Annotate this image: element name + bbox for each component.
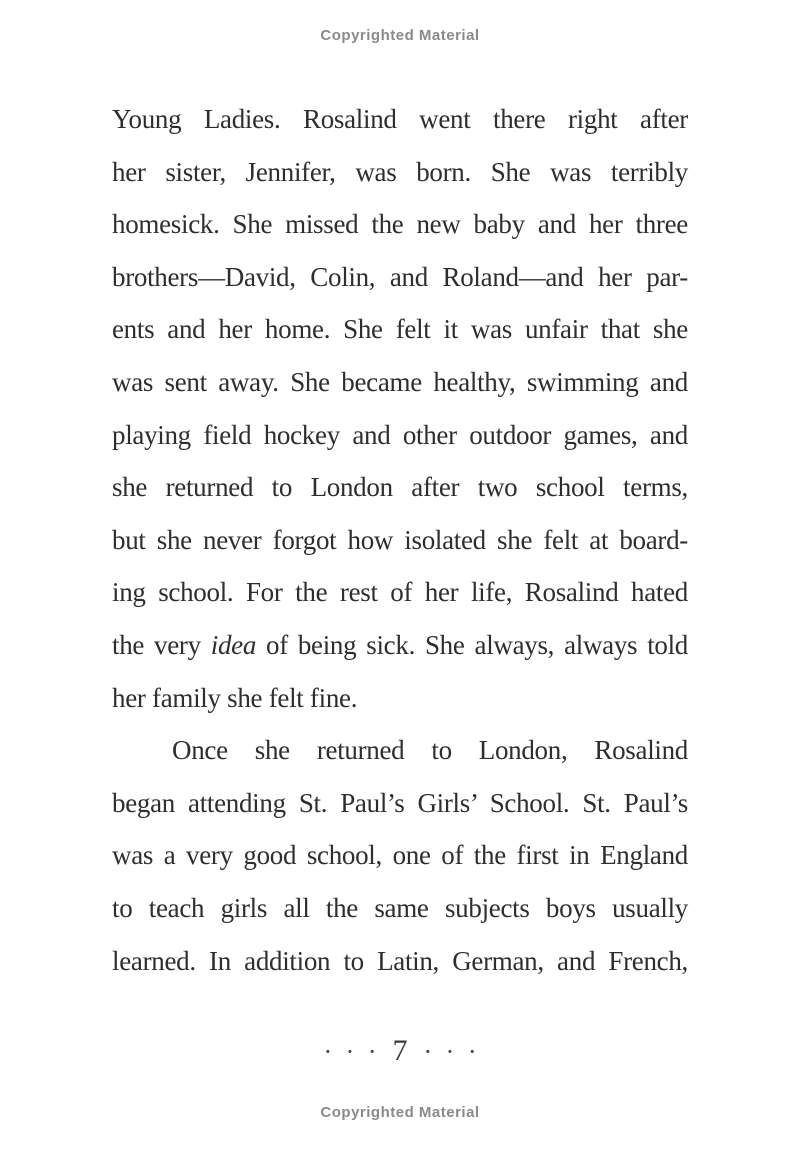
text-segment: her sister, Jennifer, was born. She was terribly (112, 156, 688, 187)
text-segment: homesick. She missed the new baby and her three (112, 209, 688, 240)
text-line (112, 461, 688, 514)
text-segment: brothers—David, Colin, and Roland—and her par- (112, 261, 688, 292)
text-line (112, 829, 688, 882)
page-footer (0, 1034, 800, 1069)
text-line (112, 198, 688, 251)
text-line (112, 777, 688, 830)
text-segment: to teach girls all the same subjects boys usually (112, 892, 688, 923)
page-number: 7 (392, 1034, 408, 1067)
text-segment: playing field hockey and other outdoor games, and (112, 419, 688, 450)
text-line (112, 409, 688, 462)
text-line (112, 356, 688, 409)
text-line (112, 146, 688, 199)
text-line (112, 251, 688, 304)
text-segment: ing school. For the rest of her life, Rosalind hated (112, 577, 688, 608)
text-segment: she returned to London after two school terms, (112, 472, 688, 503)
text-line (112, 882, 688, 935)
text-segment: was a very good school, one of the first in England (112, 840, 688, 871)
text-line (112, 514, 688, 567)
body-text (112, 93, 688, 987)
text-segment: the very (112, 629, 211, 660)
text-segment: but she never forgot how isolated she felt at board- (112, 524, 688, 555)
text-line (112, 672, 688, 725)
text-segment: was sent away. She became healthy, swimming and (112, 366, 688, 397)
text-segment: ents and her home. She felt it was unfair that she (112, 314, 688, 345)
text-line (112, 303, 688, 356)
text-line (112, 724, 688, 777)
italic-text: idea (210, 629, 257, 660)
text-line (112, 566, 688, 619)
text-segment: began attending St. Paul’s Girls’ School. St. Paul’s (112, 787, 688, 818)
text-segment: learned. In addition to Latin, German, and French, (112, 945, 688, 976)
text-line (112, 619, 688, 672)
text-segment: Once she returned to London, Rosalind (172, 735, 688, 766)
text-segment: her family she felt fine. (112, 682, 358, 713)
copyright-notice-top: Copyrighted Material (320, 27, 480, 44)
copyright-notice-bottom: Copyrighted Material (320, 1104, 480, 1121)
folio-ornament-left: · · · (323, 1037, 377, 1066)
text-segment: of being sick. She always, always told (256, 629, 688, 660)
text-line (112, 93, 688, 146)
text-line (112, 935, 688, 988)
text-segment: Young Ladies. Rosalind went there right after (112, 104, 688, 134)
folio-ornament-right: · · · (423, 1037, 477, 1066)
